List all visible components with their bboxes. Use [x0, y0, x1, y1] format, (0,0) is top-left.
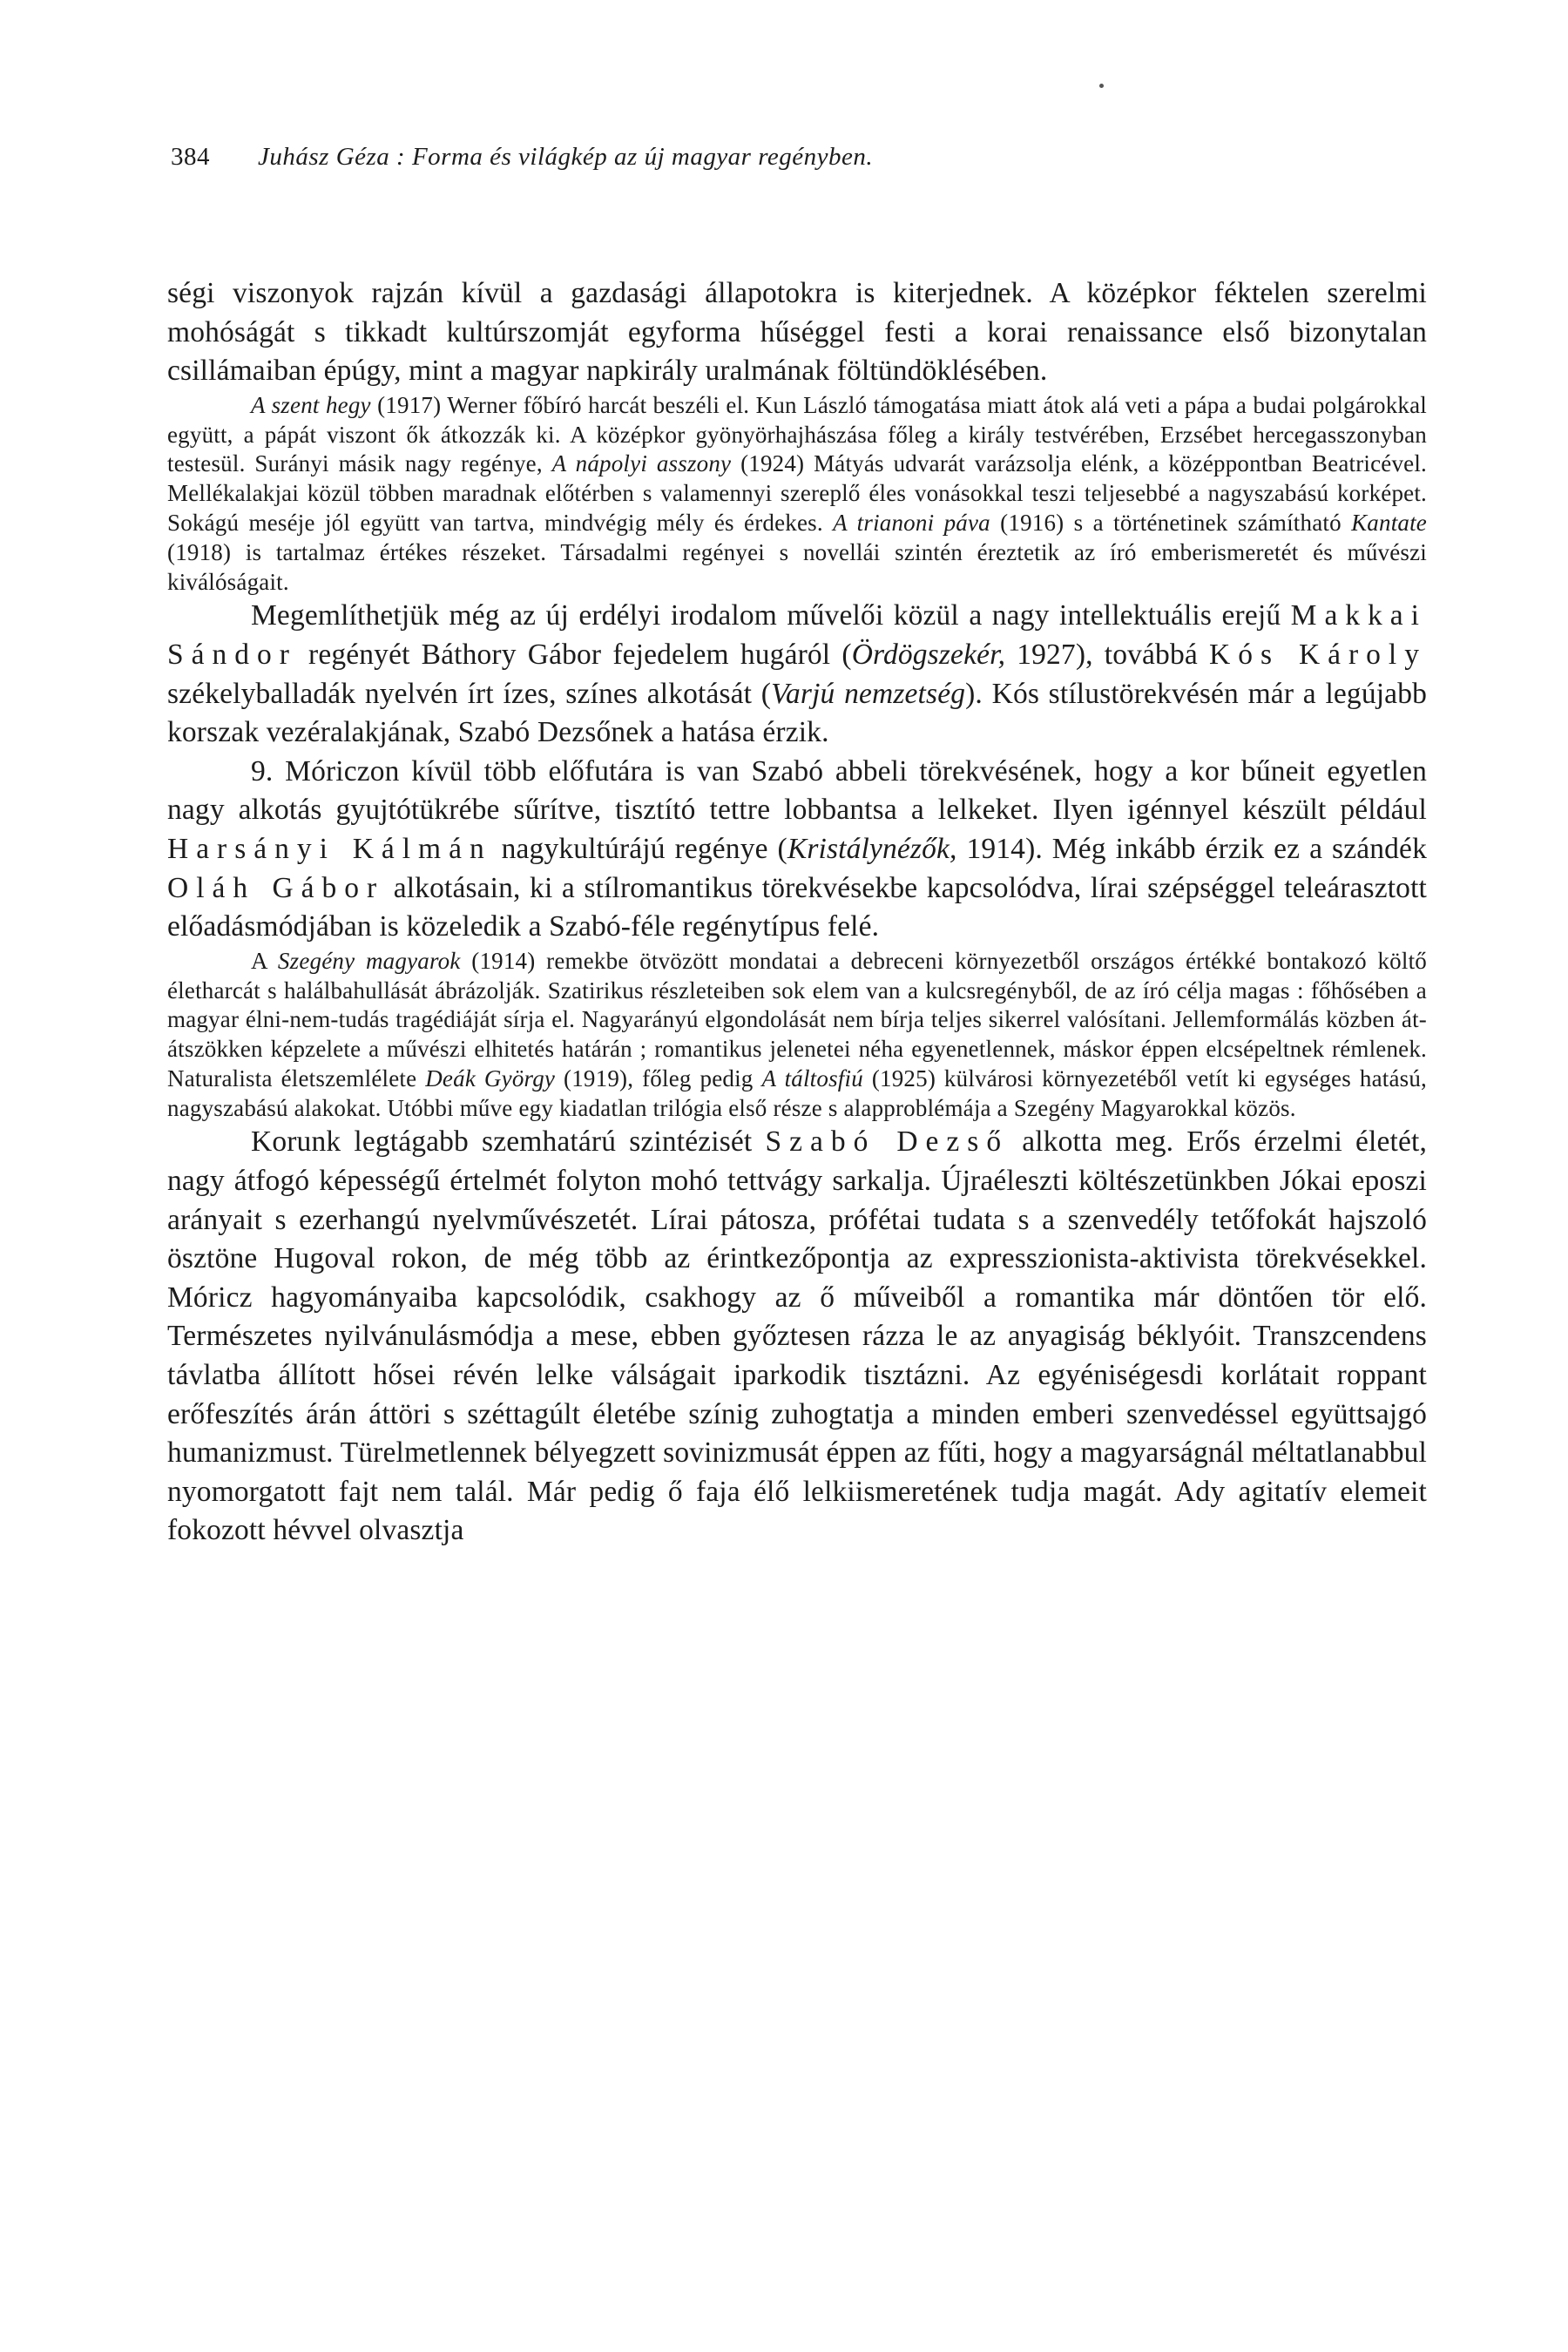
work-title: Szegény magyarok — [277, 947, 461, 974]
text-run: Megemlíthetjük még az új erdélyi irodalom művelői közül a nagy intellektuális erejű — [251, 599, 1291, 632]
paragraph-6 — [167, 1123, 1427, 1551]
text-run: (1925) külvárosi környezetéből vetít ki egységes hatású, nagyszabású alakokat. Utóbbi műve egy kiadatlan trilógia első része s alapproblémája a Szegény Magyarokkal közös. — [167, 1064, 1427, 1121]
text-run: ). Kós stílustörekvésén már a legújabb korszak vezéralakjának, Szabó Dezsőnek a hatása érzik. — [167, 677, 1427, 749]
work-title: A trianoni páva — [833, 509, 990, 536]
work-title: Kristálynézők, — [787, 832, 957, 865]
paragraph-5 — [167, 947, 1427, 1124]
text-run: (1919), főleg pedig — [555, 1064, 762, 1092]
work-title: Kantate — [1351, 509, 1427, 536]
work-title: Deák György — [425, 1064, 556, 1092]
work-title: Ördögszekér, — [851, 638, 1006, 671]
text-run: (1916) s a történetinek számítható — [990, 509, 1352, 536]
text-run: alkotta meg. Erős érzelmi életét, nagy átfogó képességű értelmét folyton mohó tettvágy sarkalja. Újraéleszti költészetünkben Jókai eposzi arányait s ezerhangú nyelvművészetét. Lírai pátosza, prófétai tudata s a szenvedély tetőfokát hajszoló ösztöne Hugoval rokon, de még több az érintkezőpontja az expresszionista-aktivista törekvésekkel. Móricz hagyományaiba kapcsolódik, csakhogy az ő műveiből a romantika már döntően tör elő. Természetes nyilvánulásmódja a mese, ebben győztesen rázza le az anyagiság béklyóit. Transzcendens távlatba állított hősei révén lelke válságait iparkodik tisztázni. Az egyéniségesdi korlátait roppant erőfeszítés árán áttöri s széttagúlt életébe színig zuhogtatja a minden emberi szenvedéssel együttsajgó humanizmust. Türelmetlennek bélyegzett sovinizmusát éppen az fűti, hogy a magyarságnál méltatlanabbul nyomorgatott fajt nem talál. Már pedig ő faja élő lelkiismeretének tudja magát. Ady agitatív elemeit fokozott hévvel olvasztja — [167, 1125, 1427, 1547]
text-run: regényét Báthory Gábor fejedelem hugáról ( — [296, 638, 852, 671]
running-header — [167, 143, 1427, 172]
text-run: székelyballadák nyelvén írt ízes, színes alkotását ( — [167, 677, 772, 710]
author-name: Szabó Dezső — [765, 1125, 1010, 1159]
running-title: Juhász Géza : Forma és világkép az új magyar regényben. — [258, 143, 874, 171]
text-run: 1927), továbbá — [1005, 638, 1209, 671]
paragraph-3 — [167, 597, 1427, 752]
text-run: alkotásain, ki a stílromantikus törekvésekbe kapcsolódva, lírai szépséggel teleárasztott előadásmódjában is közeledik a Szabó-féle regénytípus felé. — [167, 871, 1427, 943]
paragraph-4 — [167, 753, 1427, 947]
author-name: Kós Károly — [1209, 638, 1427, 671]
author-name: Makkai Sándor — [167, 599, 1427, 671]
author-name: Oláh Gábor — [167, 871, 385, 904]
text-run: ségi viszonyok rajzán kívül a gazdasági állapotokra is kiterjednek. A középkor féktelen szerelmi mohóságát s tikkadt kultúrszomját egyforma hűséggel festi a korai renaissance első bizonytalan csillámaiban épúgy, mint a magyar napkirály uralmának föltündöklésében. — [167, 277, 1427, 388]
page-number: 384 — [171, 143, 210, 171]
text-run: A — [251, 947, 278, 974]
author-name: Harsányi Kálmán — [167, 832, 492, 865]
book-page — [167, 143, 1427, 1551]
text-run: (1918) is tartalmaz értékes részeket. Társadalmi regényei s novellái szintén éreztetik az író emberismeretét és művészi kiválóságait. — [167, 538, 1427, 595]
work-title: A szent hegy — [251, 391, 371, 418]
text-run: (1914) remekbe ötvözött mondatai a debreceni környezetből országos értékké bontakozó költő életharcát s halálbahullását ábrázolják. Szatirikus részleteiben sok elem van a kulcsregényből, de az író célja magas : főhősében a magyar élni-nem-tudás tragédiáját sírja el. Nagyarányú elgondolását nem bírja teljes sikerrel valósítani. Jellemformálás közben át-átszökken képzelete a művészi elhitetés határán ; romantikus jelenetei néha egyenetlennek, máskor éppen elcsépeltnek rémlenek. Naturalista életszemlélete — [167, 947, 1427, 1092]
text-run: nagykultúrájú regénye ( — [491, 832, 787, 865]
text-run: Korunk legtágabb szemhatárú szintézisét — [251, 1125, 766, 1159]
text-run: (1924) Mátyás udvarát varázsolja elénk, a középpontban Beatricével. Mellékalakjai közül többen maradnak előtérben s valamennyi szereplő éles vonásokkal teszi teljesebbé a nagyszabású korképet. Sokágú meséje jól együtt van tartva, mindvégig mély és érdekes. — [167, 450, 1427, 536]
work-title: A táltosfiú — [761, 1064, 863, 1092]
paragraph-1 — [167, 274, 1427, 391]
text-run: 1914). Még inkább érzik ez a szándék — [956, 832, 1427, 865]
work-title: A nápolyi asszony — [551, 450, 732, 477]
text-run: (1917) Werner főbíró harcát beszéli el. Kun László támogatása miatt átok alá veti a pápa a budai polgárokkal együtt, a pápát viszont ők átkozzák ki. A középkor gyönyörhajhászása főleg a király testvérében, Erzsébet hercegasszonyban testesül. Surányi másik nagy regénye, — [167, 391, 1428, 477]
print-speck — [1099, 84, 1104, 88]
paragraph-2 — [167, 391, 1427, 598]
text-run: 9. Móriczon kívül több előfutára is van Szabó abbeli törekvésének, hogy a kor bűneit egyetlen nagy alkotás gyujtótükrébe sűrítve, tisztító tettre lobbantsa a lelkeket. Ilyen igénnyel készült például — [167, 754, 1427, 827]
work-title: Varjú nemzetség — [771, 677, 966, 710]
